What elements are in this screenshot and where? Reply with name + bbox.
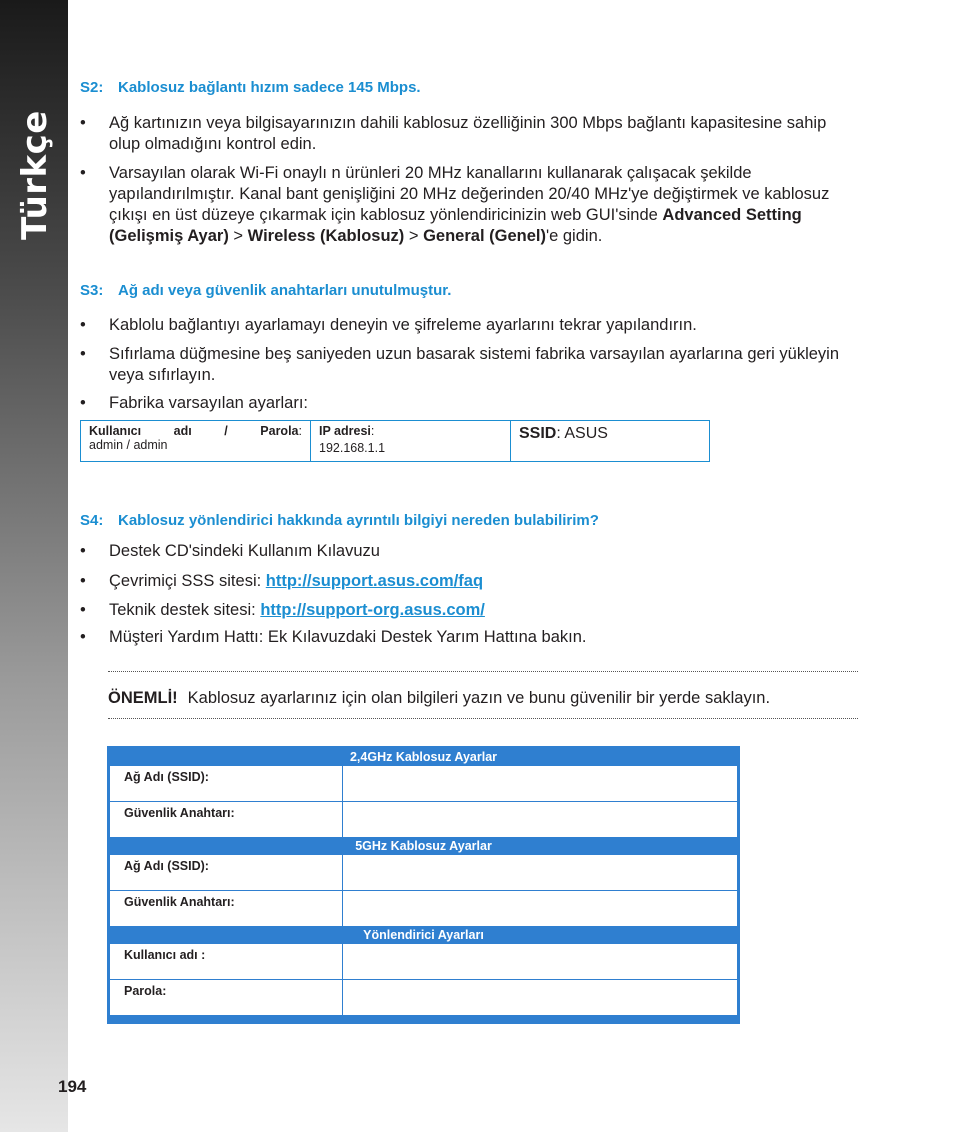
ssid-5ghz-field[interactable] — [343, 855, 737, 890]
list-item-text: Destek CD'sindeki Kullanım Kılavuzu — [109, 542, 380, 560]
question-title: Ağ adı veya güvenlik anahtarları unutulmuştur. — [118, 282, 452, 299]
section-header-router: Yönlendirici Ayarları — [363, 928, 484, 942]
default-ssid-value: : ASUS — [556, 425, 608, 442]
factory-defaults-table — [80, 420, 710, 462]
table-row — [110, 766, 737, 801]
username-label: Kullanıcı adı : — [110, 944, 343, 979]
ip-label: IP adresi — [319, 424, 371, 438]
s3-bullet-list — [80, 315, 860, 414]
ssid-label: Ağ Adı (SSID): — [110, 766, 343, 801]
menu-path-wireless: Wireless (Kablosuz) — [247, 227, 405, 245]
list-item — [80, 600, 860, 621]
question-number: S2: — [80, 79, 104, 96]
ssid-24ghz-field[interactable] — [343, 766, 737, 801]
router-password-field[interactable] — [343, 980, 737, 1015]
language-sidebar — [0, 0, 68, 1132]
table-row — [110, 855, 737, 890]
sidebar-language-title: Türkçe — [15, 110, 55, 240]
ssid-label: SSID — [519, 425, 557, 442]
question-title: Kablosuz bağlantı hızım sadece 145 Mbps. — [118, 79, 421, 96]
label-part: Kullanıcı — [89, 424, 142, 438]
credentials-label — [89, 424, 302, 438]
password-label: Parola: — [110, 980, 343, 1015]
list-item-text: Çevrimiçi SSS sitesi: — [109, 572, 266, 590]
label-part: / — [224, 424, 228, 438]
question-title: Kablosuz yönlendirici hakkında ayrıntılı bilgiyi nereden bulabilirim? — [118, 512, 599, 529]
list-item-text: Fabrika varsayılan ayarları: — [109, 394, 308, 412]
bullet-icon: • — [80, 572, 86, 590]
router-username-field[interactable] — [343, 944, 737, 979]
bullet-icon: • — [80, 628, 86, 646]
list-item-text: Müşteri Yardım Hattı: Ek Kılavuzdaki Destek Yarım Hattına bakın. — [109, 628, 587, 646]
label-part: adı — [173, 424, 192, 438]
menu-path-advanced: Advanced Setting (Gelişmiş Ayar) — [109, 206, 802, 245]
important-note — [108, 689, 868, 708]
path-separator: > — [404, 227, 424, 245]
list-item — [80, 163, 860, 247]
question-number: S4: — [80, 512, 104, 529]
list-item — [80, 627, 860, 648]
list-item — [80, 315, 860, 336]
important-text: Kablosuz ayarlarınız için olan bilgileri yazın ve bunu güvenilir bir yerde saklayın. — [187, 689, 771, 707]
divider — [108, 671, 858, 672]
security-key-label: Güvenlik Anahtarı: — [110, 891, 343, 926]
bullet-icon: • — [80, 542, 86, 560]
bullet-icon: • — [80, 601, 86, 619]
list-item — [80, 571, 860, 592]
list-item — [80, 541, 860, 562]
divider — [108, 718, 858, 719]
security-key-5ghz-field[interactable] — [343, 891, 737, 926]
list-item — [80, 393, 860, 414]
table-row — [110, 944, 737, 979]
section-header-5ghz: 5GHz Kablosuz Ayarlar — [355, 839, 492, 853]
faq-link[interactable]: http://support.asus.com/faq — [265, 572, 484, 590]
menu-path-general: General (Genel) — [423, 227, 546, 245]
list-item-text: 'e gidin. — [545, 227, 603, 245]
default-credentials-cell — [81, 421, 311, 461]
question-s4-heading — [80, 512, 599, 529]
label-part: Parola — [260, 424, 299, 438]
settings-record-table — [107, 746, 740, 1024]
default-ssid-cell — [511, 421, 709, 461]
list-item — [80, 344, 860, 386]
default-ip-cell — [311, 421, 511, 461]
list-item-text: Ağ kartınızın veya bilgisayarınızın dahili kablosuz özelliğinin 300 Mbps bağlantı kapasitesine sahip olup olmadığını kontrol edin. — [109, 114, 827, 153]
list-item-text: Varsayılan olarak Wi-Fi onaylı n ürünleri 20 MHz kanallarını kullanarak çalışacak şekilde yapılandırılmıştır. Kanal bant genişliğini 20 MHz değerinden 20/40 MHz'ye değiştirmek ve kablosuz çıkışı en üst düzeye çıkarmak için kablosuz yönlendiricinizin web GUI'sinde — [109, 164, 830, 224]
page-number: 194 — [58, 1077, 87, 1096]
question-s3-heading — [80, 282, 451, 299]
label-part — [260, 424, 302, 438]
label-colon: : — [298, 424, 302, 438]
list-item-text: Kablolu bağlantıyı ayarlamayı deneyin ve şifreleme ayarlarını tekrar yapılandırın. — [109, 316, 697, 334]
ssid-label: Ağ Adı (SSID): — [110, 855, 343, 890]
question-number: S3: — [80, 282, 104, 299]
question-s2-heading — [80, 79, 421, 96]
bullet-icon: • — [80, 114, 86, 132]
security-key-24ghz-field[interactable] — [343, 802, 737, 837]
list-item-text: Sıfırlama düğmesine beş saniyeden uzun basarak sistemi fabrika varsayılan ayarlarına geri yükleyin veya sıfırlayın. — [109, 345, 840, 384]
s2-bullet-list — [80, 113, 860, 247]
list-item — [80, 113, 860, 155]
default-ip-value: 192.168.1.1 — [319, 441, 386, 455]
path-separator: > — [228, 227, 248, 245]
default-credentials-value: admin / admin — [89, 438, 168, 452]
table-row — [110, 891, 737, 926]
bullet-icon: • — [80, 394, 86, 412]
s4-bullet-list — [80, 541, 860, 648]
list-item-text: Teknik destek sitesi: — [109, 601, 261, 619]
security-key-label: Güvenlik Anahtarı: — [110, 802, 343, 837]
important-label: ÖNEMLİ! — [108, 689, 178, 707]
bullet-icon: • — [80, 164, 86, 182]
bullet-icon: • — [80, 316, 86, 334]
table-row — [110, 980, 737, 1015]
section-header-24ghz: 2,4GHz Kablosuz Ayarlar — [349, 750, 498, 764]
support-link[interactable]: http://support-org.asus.com/ — [260, 601, 485, 619]
table-row — [110, 802, 737, 837]
bullet-icon: • — [80, 345, 86, 363]
label-colon: : — [370, 424, 375, 438]
